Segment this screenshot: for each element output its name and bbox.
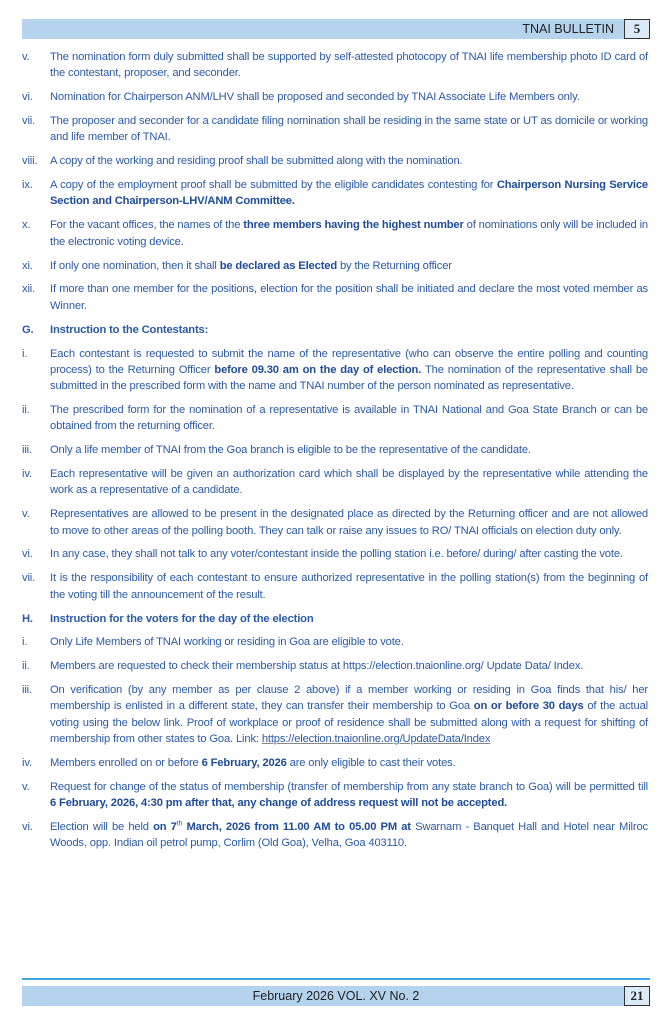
item-number: i.: [22, 636, 28, 649]
list-item: [22, 402, 648, 435]
item-text: A copy of the working and residing proof shall be submitted along with the nomination.: [50, 155, 463, 168]
item-number: i.: [22, 347, 28, 360]
list-item: [22, 153, 648, 169]
footer-divider: [22, 978, 650, 980]
item-text: Each contestant is requested to submit the name of the representative (who can observe the entire polling and counting process) to the Returning Officer: [50, 347, 648, 376]
item-number: xi.: [22, 259, 33, 272]
item-text: by the Returning officer: [337, 259, 452, 272]
list-item: [22, 49, 648, 82]
section-heading: [22, 322, 648, 338]
item-text: Each representative will be given an authorization card which shall be displayed by the representative while attending the work as a representative of a candidate.: [50, 468, 648, 497]
list-item: [22, 755, 648, 771]
page-footer: [22, 986, 650, 1006]
section-heading: [22, 611, 648, 627]
item-text: of the actual voting using the below link. Proof of workplace or proof of residence shall be submitted along with a request for shifting of membership from other states to Goa. Link:: [50, 700, 648, 746]
item-number: v.: [22, 780, 30, 793]
list-item: [22, 546, 648, 562]
item-number: vi.: [22, 548, 33, 561]
item-text: Swarnam - Banquet Hall and Hotel near Milroc Woods, opp. Indian oil petrol pump, Corlim (Old Goa), Velha, Goa 403110.: [50, 821, 648, 850]
item-text: It is the responsibility of each contestant to ensure authorized representative in the polling station(s) from the beginning of the voting till the announcement of the result.: [50, 572, 648, 601]
bold-text: March, 2026 from 11.00 AM to 05.00 PM at: [182, 821, 411, 834]
item-text: If only one nomination, then it shall: [50, 259, 220, 272]
item-text: A copy of the employment proof shall be submitted by the eligible candidates contesting for: [50, 179, 497, 192]
item-text: of nominations only will be included in the electronic voting device.: [50, 219, 649, 248]
item-number: iii.: [22, 684, 32, 697]
item-text: The prescribed form for the nomination of a representative is available in TNAI National and Goa State Branch or can be obtained from the returning officer.: [50, 403, 648, 433]
item-text: On verification (by any member as per clause 2 above) if a member working or residing in Goa finds that his/ her membership is enlisted in a different state, they can transfer their membership to Goa: [50, 684, 648, 713]
item-text: Only a life member of TNAI from the Goa branch is eligible to be the representative of the candidate.: [50, 444, 531, 457]
item-text: In any case, they shall not talk to any voter/contestant inside the polling station i.e. before/ during/ after casting the vote.: [50, 548, 623, 561]
item-text: Representatives are allowed to be present in the designated place as directed by the Returning officer and are not allowed to move to other areas of the polling booth. They can talk or raise any issues to RO/ TNAI officials on election duty only.: [50, 508, 648, 537]
item-number: v.: [22, 508, 30, 521]
list-item: [22, 346, 648, 395]
list-item: [22, 217, 648, 250]
item-text: For the vacant offices, the names of the: [50, 219, 244, 232]
item-text: Only Life Members of TNAI working or residing in Goa are eligible to vote.: [50, 636, 404, 649]
item-number: vi.: [22, 821, 33, 834]
item-number: xii.: [22, 283, 36, 296]
bold-text: Chairperson Nursing Service Section and Chairperson-LHV/ANM Committee.: [50, 179, 648, 208]
section-number-box: 5: [624, 19, 650, 39]
item-text: Members enrolled on or before: [50, 756, 202, 769]
item-text: Request for change of the status of membership (transfer of membership from any state branch to Goa) will be permitted till: [50, 780, 648, 793]
item-text: The nomination of the representative shall be submitted in the prescribed form with the name and TNAI number of the person nominated as representative.: [50, 363, 648, 393]
item-text: Instruction for the voters for the day of the election: [50, 612, 314, 625]
list-item: [22, 658, 648, 674]
item-text: Instruction to the Contestants:: [50, 323, 209, 336]
item-number: G.: [22, 323, 34, 336]
list-item: [22, 442, 648, 458]
update-data-link[interactable]: https://election.tnaionline.org/UpdateData/Index: [261, 733, 491, 746]
bold-text: three members having the highest number: [243, 219, 464, 232]
issue-info: February 2026 VOL. XV No. 2: [252, 989, 420, 1003]
list-item: [22, 281, 648, 314]
list-item: [22, 570, 648, 603]
item-text: Election will be held: [50, 821, 154, 834]
list-item: [22, 682, 648, 747]
item-text: are only eligible to cast their votes.: [286, 756, 456, 769]
bold-text: be declared as Elected: [219, 259, 338, 272]
document-body: [22, 49, 648, 859]
item-text: If more than one member for the positions, election for the position shall be initiated and declare the most voted member as Winner.: [50, 283, 648, 312]
item-number: x.: [22, 219, 31, 232]
bold-text: before 09.30 am on the day of election.: [214, 363, 422, 376]
list-item: [22, 89, 648, 105]
item-number: vi.: [22, 91, 33, 104]
item-text: The nomination form duly submitted shall be supported by self-attested photocopy of TNAI life membership photo ID card of the contestant, proposer, and seconder.: [50, 51, 648, 80]
item-text: Members are requested to check their membership status at https://election.tnaionline.org/ Update Data/ Index.: [50, 660, 584, 673]
list-item: [22, 177, 648, 210]
item-number: iv.: [22, 756, 32, 769]
list-item: [22, 506, 648, 539]
item-number: vii.: [22, 115, 36, 128]
item-number: vii.: [22, 572, 36, 585]
bold-text: on or before 30 days: [473, 700, 584, 713]
item-number: H.: [22, 612, 33, 625]
ordinal-suffix: th: [176, 820, 183, 828]
item-number: viii.: [22, 155, 38, 168]
item-number: ii.: [22, 403, 30, 416]
list-item: [22, 819, 648, 852]
bold-text: 6 February, 2026, 4:30 pm after that, any change of address request will not be accepted.: [50, 797, 508, 810]
item-number: iii.: [22, 444, 32, 457]
item-number: v.: [22, 51, 30, 63]
list-item: [22, 466, 648, 499]
list-item: [22, 113, 648, 146]
bulletin-title: TNAI BULLETIN: [522, 22, 614, 36]
item-text: Nomination for Chairperson ANM/LHV shall be proposed and seconded by TNAI Associate Life Members only.: [50, 91, 580, 104]
bold-text: 6 February, 2026: [201, 756, 287, 769]
bold-text: on 7: [153, 821, 177, 834]
list-item: [22, 779, 648, 812]
page-number: 21: [624, 986, 650, 1006]
list-item: [22, 634, 648, 650]
page-header: [22, 19, 650, 39]
item-number: ix.: [22, 179, 33, 192]
item-number: ii.: [22, 660, 30, 673]
list-item: [22, 258, 648, 274]
item-number: iv.: [22, 468, 32, 481]
item-text: The proposer and seconder for a candidate filing nomination shall be residing in the same state or UT as domicile or working and life member of TNAI.: [50, 115, 648, 144]
